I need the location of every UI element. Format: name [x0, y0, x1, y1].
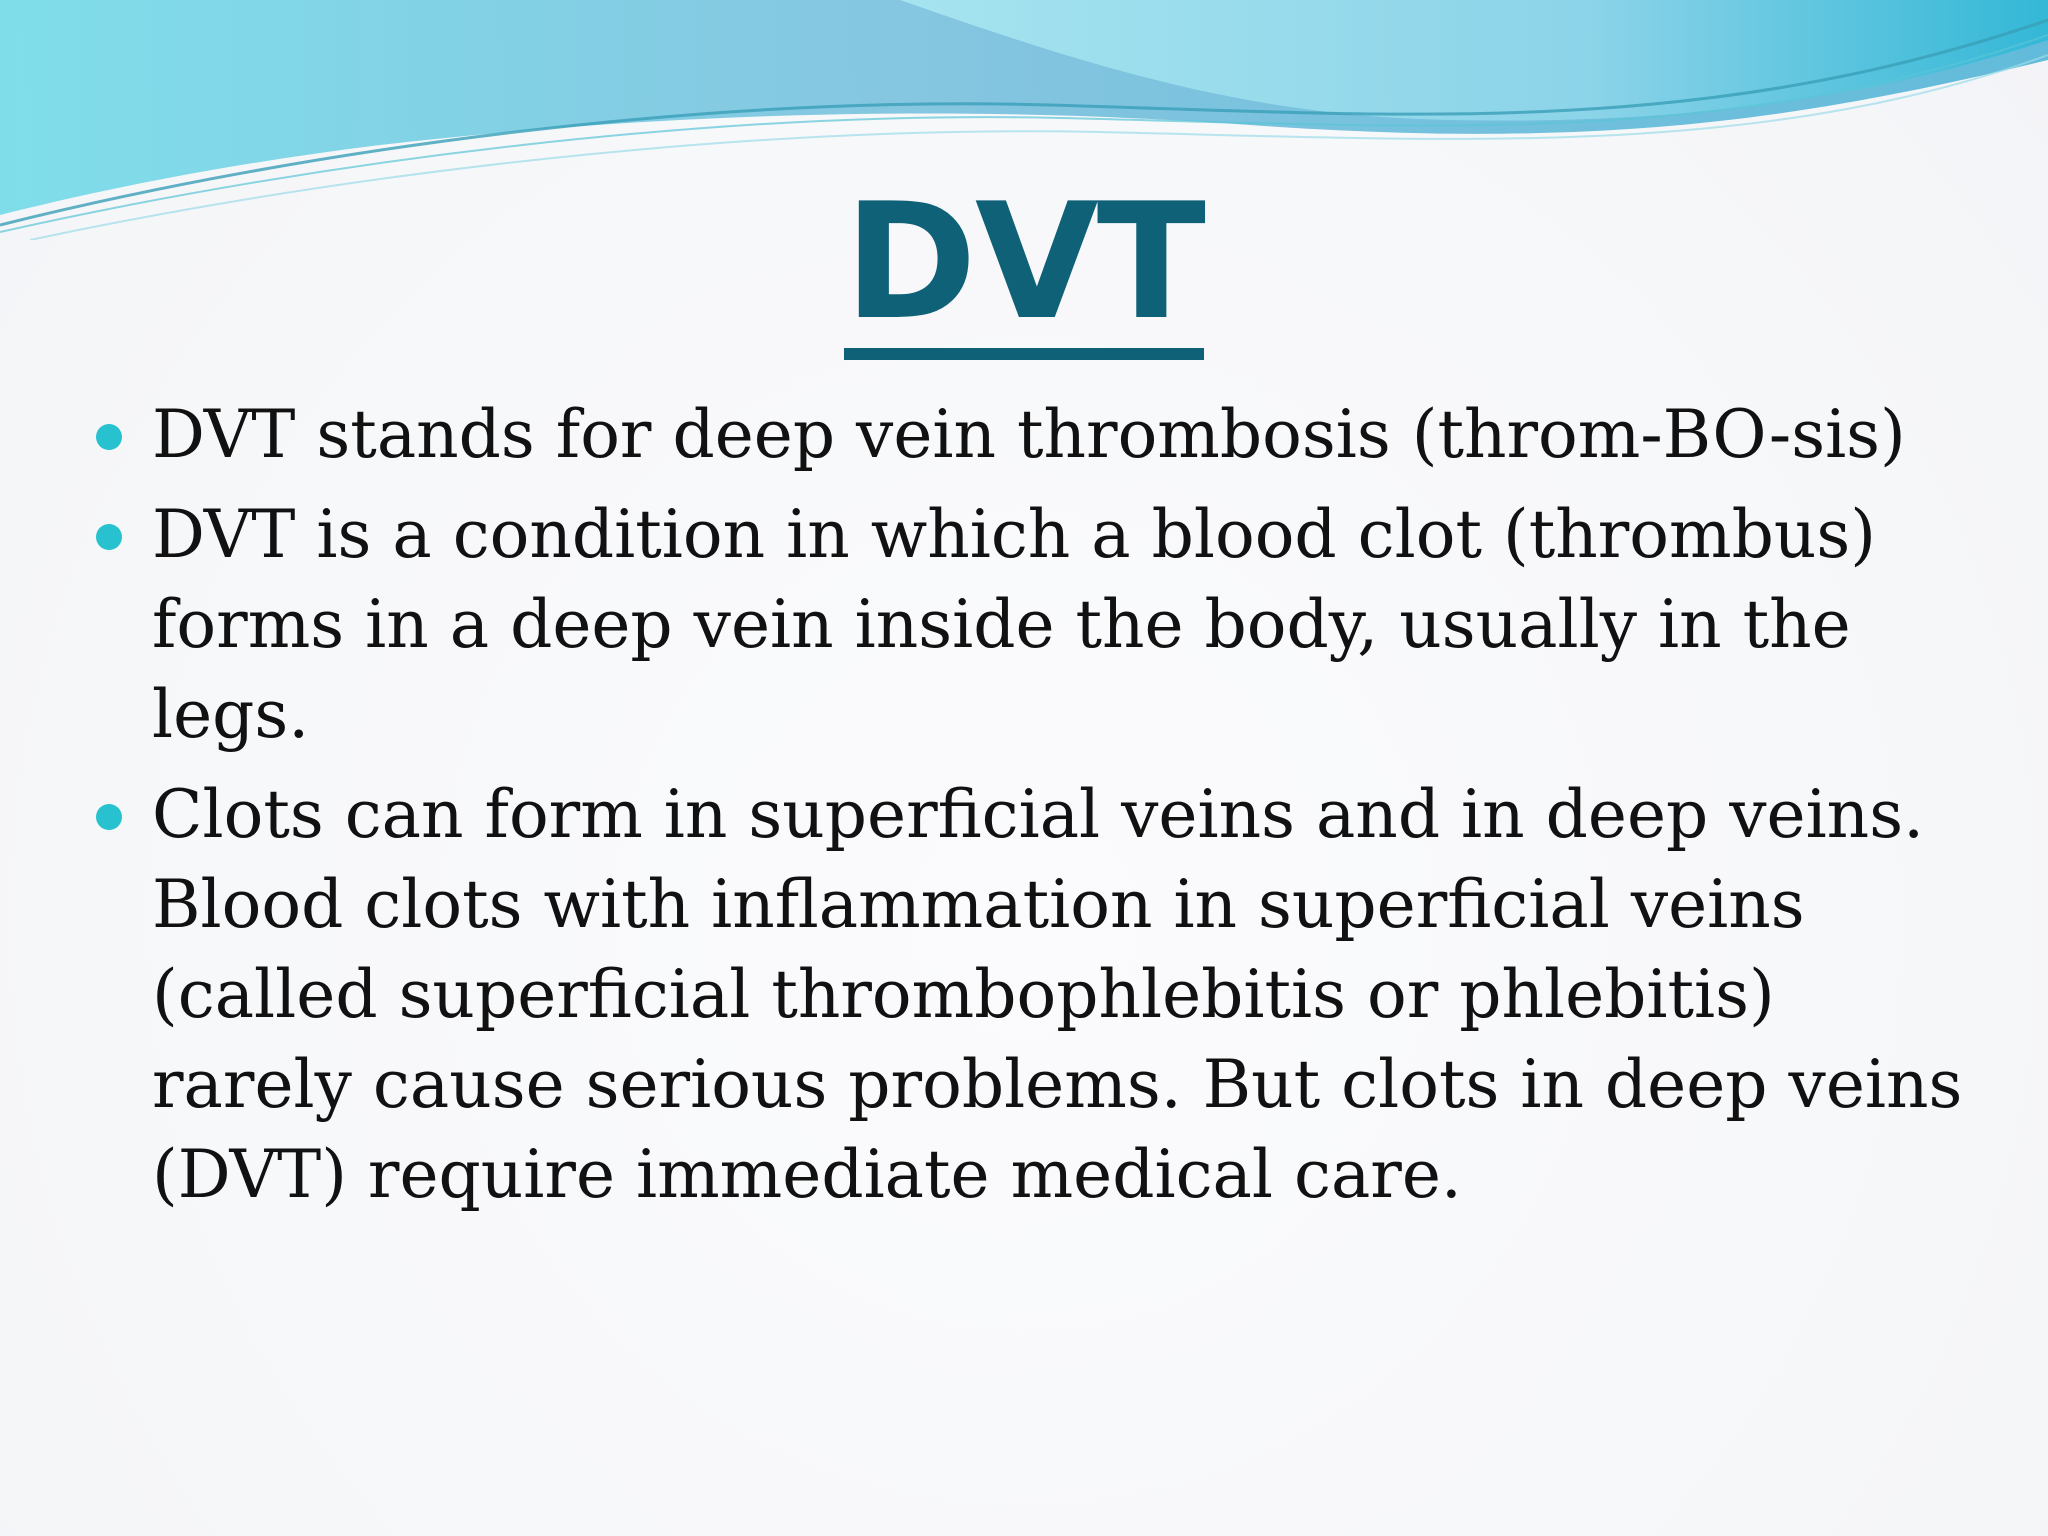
bullet-item-3 — [90, 770, 1970, 1220]
bullet-dot-icon — [96, 804, 122, 830]
bullet-text-1: DVT stands for deep vein thrombosis (throm-BO-sis) — [152, 396, 1906, 473]
slide-title — [0, 168, 2048, 360]
bullet-list — [90, 390, 1970, 1230]
bullet-text-2: DVT is a condition in which a blood clot (thrombus) forms in a deep vein inside the body, usually in the legs. — [152, 496, 1876, 753]
bullet-text-3: Clots can form in superficial veins and in deep veins. Blood clots with inflammation in superficial veins (called superficial thrombophlebitis or phlebitis) rarely cause serious problems. But clots in deep veins (DVT) require immediate medical care. — [152, 776, 1963, 1213]
bullet-dot-icon — [96, 424, 122, 450]
slide-title-text: DVT — [844, 178, 1204, 360]
bullet-item-2 — [90, 490, 1970, 760]
bullet-dot-icon — [96, 524, 122, 550]
bullet-item-1 — [90, 390, 1970, 480]
